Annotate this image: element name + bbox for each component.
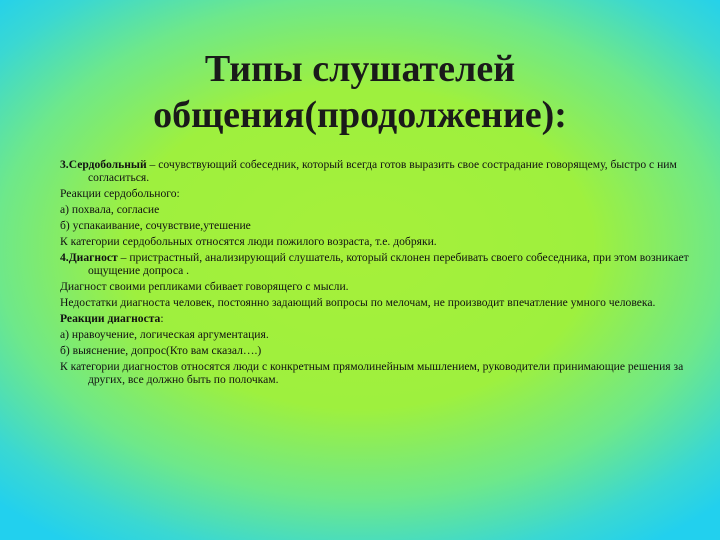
paragraph-text: – сочувствующий собеседник, который всегда готов выразить свое сострадание говорящему, быстро с ним согласиться.: [88, 158, 677, 184]
paragraph-diagnostician-reaction-a: а) нравоучение, логическая аргументация.: [60, 328, 269, 341]
term-diagnostician: 4.Диагност: [60, 251, 118, 264]
slide-body: [60, 158, 708, 389]
paragraph-reaction-a: а) похвала, согласие: [60, 203, 160, 216]
paragraph-reaction-b: б) успакаивание, сочувствие,утешение: [60, 219, 251, 232]
paragraph-diagnostician-reactions-heading: [60, 312, 708, 325]
paragraph-sympathetic-reactions-heading: Реакции сердобольного:: [60, 187, 180, 200]
term-sympathetic: 3.Сердобольный: [60, 158, 147, 171]
paragraph-diagnostician-drawbacks: Недостатки диагноста человек, постоянно задающий вопросы по мелочам, не производит впечатление умного человека.: [60, 296, 656, 309]
slide-title-line-1: Типы слушателей: [204, 48, 516, 90]
paragraph-diagnostician-category: К категории диагностов относятся люди с конкретным прямолинейным мышлением, руководители принимающие решения за других, все должно быть по полочкам.: [60, 360, 684, 386]
paragraph-text: :: [160, 312, 164, 325]
paragraph-sympathetic: [60, 158, 708, 184]
slide-title: [0, 46, 720, 138]
paragraph-text: – пристрастный, анализирующий слушатель, который склонен перебивать своего собеседника, при этом возникает ощущение допроса .: [88, 251, 689, 277]
term-diagnostician-reactions: Реакции диагноста: [60, 312, 161, 325]
paragraph-diagnostician: [60, 251, 708, 277]
paragraph-sympathetic-category: К категории сердобольных относятся люди пожилого возраста, т.е. добряки.: [60, 235, 437, 248]
paragraph-diagnostician-reaction-b: б) выяснение, допрос(Кто вам сказал….): [60, 344, 262, 357]
paragraph-diagnostician-remarks: Диагност своими репликами сбивает говорящего с мысли.: [60, 280, 349, 293]
slide-title-line-2: общения(продолжение):: [153, 94, 567, 136]
